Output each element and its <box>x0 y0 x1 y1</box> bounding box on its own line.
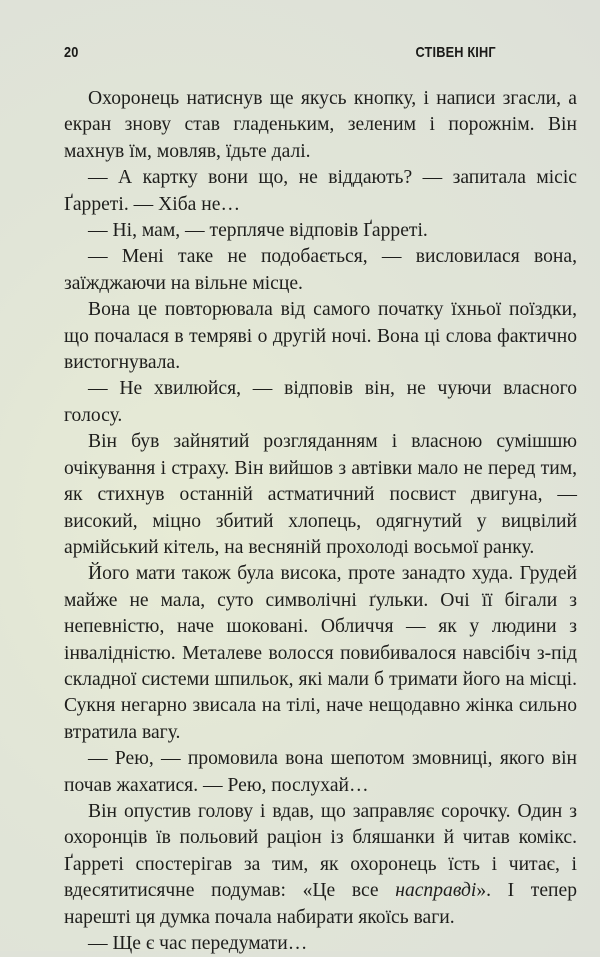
text-segment: ». І тепер нарешті ця думка почала набирати якоїсь ваги. <box>64 880 577 928</box>
paragraph: Його мати також була висока, проте занадто худа. Грудей майже не мала, суто символічні ґульки. Очі її бігали з непевністю, наче шоковані. Обличчя — як у людини з інвалідністю. Металеве волосся повибивалося навсібіч з-під складної системи шпильок, які мали б тримати його на місці. Сукня негарно звисала на тілі, наче нещодавно жінка сильно втратила вагу. <box>64 563 577 743</box>
dialogue-paragraph: — Рею, — промовила вона шепотом змовниці, якого він почав жахатися. — Рею, послухай… <box>64 748 577 796</box>
paragraph: Вона це повторювала від самого початку їхньої поїздки, що почалася в темряві о другій ночі. Вона ці слова фактично вистогнувала. <box>64 299 577 374</box>
paragraph: Він був зайнятий розгляданням і власною сумішшю очікування і страху. Він вийшов з автівки мало не перед тим, як стихнув останній астматичний посвист двигуна, — високий, міцно збитий хлопець, одягнутий у вицвілий армійський кітель, на весняній прохолоді восьмої ранку. <box>64 431 577 558</box>
paragraph-with-italic <box>64 799 577 931</box>
body-text <box>64 86 577 957</box>
dialogue-paragraph: — Ще є час передумати… <box>88 933 308 954</box>
dialogue-paragraph: — Мені таке не подобається, — висловилася вона, заїжджаючи на вільне місце. <box>64 246 577 294</box>
dialogue-paragraph: — Ні, мам, — терпляче відповів Ґарреті. <box>88 220 428 242</box>
paragraph: Охоронець натиснув ще якусь кнопку, і написи згасли, а екран знову став гладеньким, зеленим і порожнім. Він махнув їм, мовляв, їдьте далі. <box>64 88 577 162</box>
text-segment: Він опустив голову і вдав, що заправляє сорочку. Один з охоронців їв польовий раціон із бляшанки й читав комікс. Ґарреті спостерігав за тим, як охоронець їсть і читає, і вдесятитисячне подумав: «Це все <box>64 800 577 902</box>
running-title: СТІВЕН КІНГ <box>415 44 496 61</box>
page-header <box>64 44 574 61</box>
page-number: 20 <box>64 44 79 61</box>
italic-emphasis: насправді <box>395 880 477 902</box>
dialogue-paragraph: — А картку вони що, не віддають? — запитала місіс Ґарреті. — Хіба не… <box>64 167 577 215</box>
dialogue-paragraph: — Не хвилюйся, — відповів він, не чуючи власного голосу. <box>64 378 577 426</box>
